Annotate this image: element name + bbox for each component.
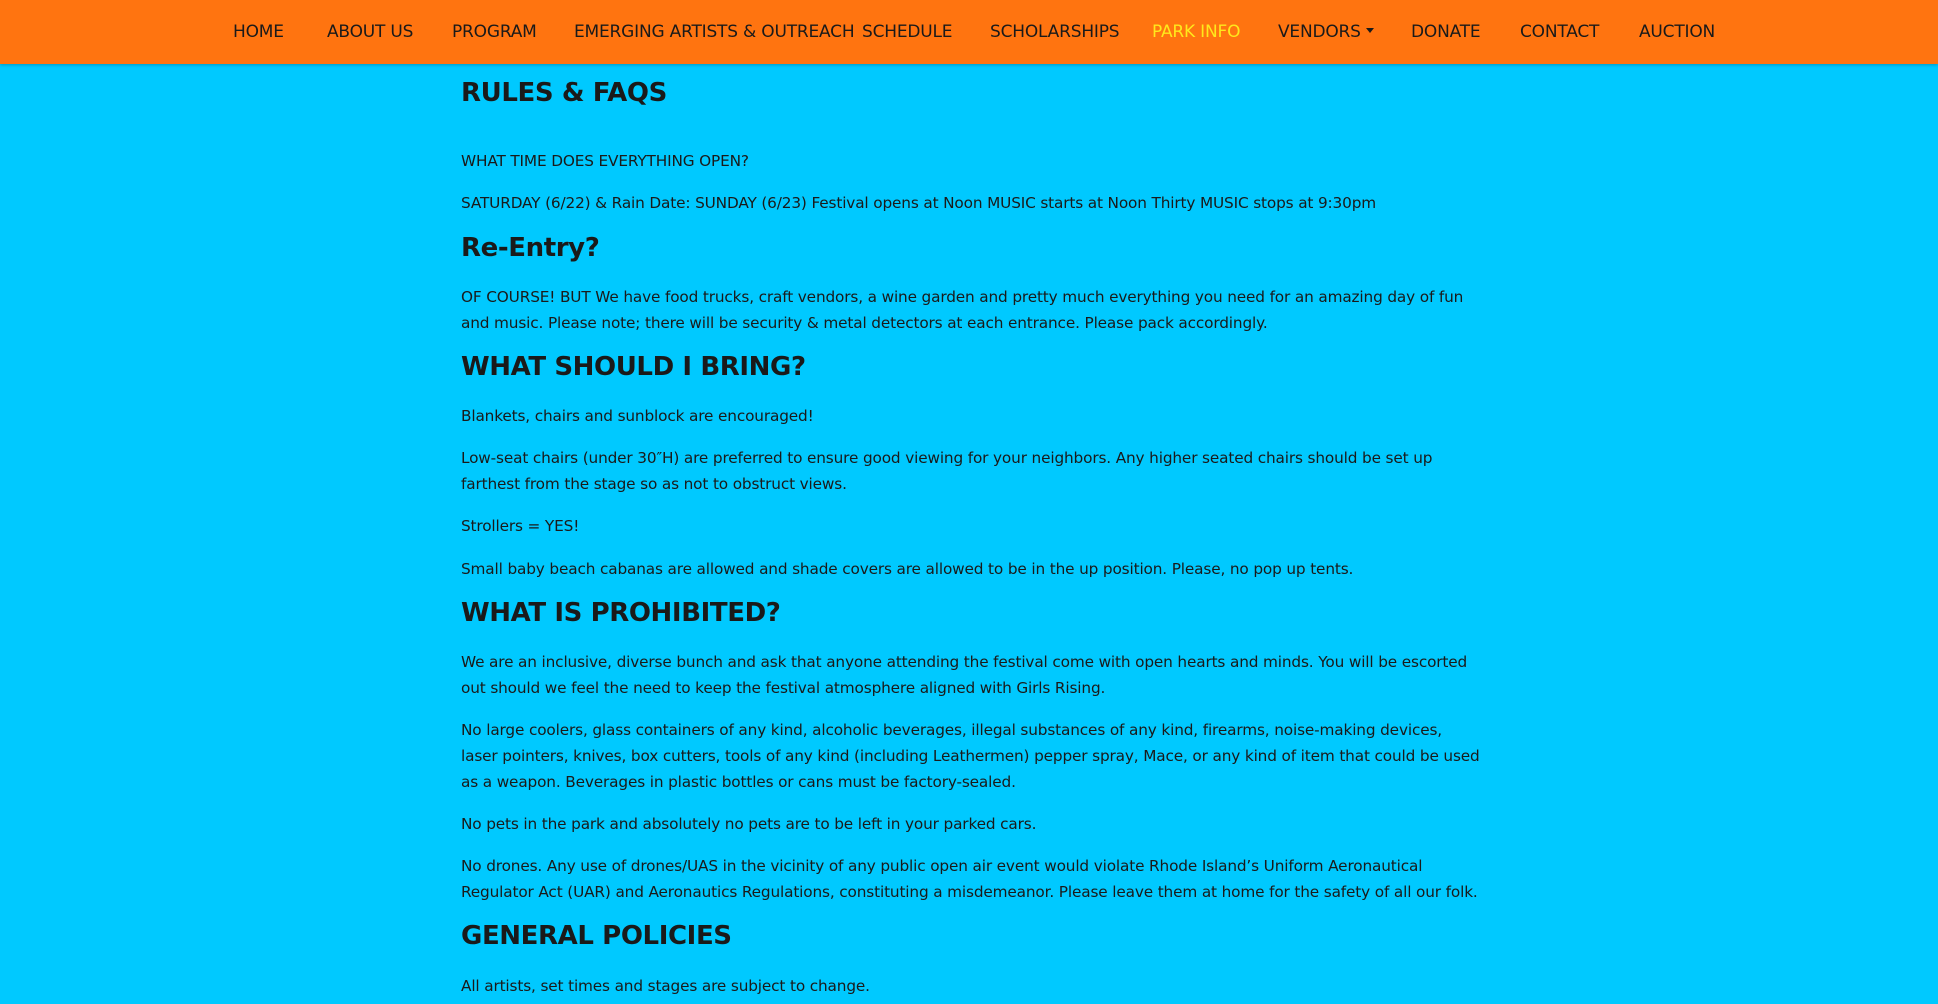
chevron-down-icon — [1366, 28, 1374, 33]
nav-scholarships[interactable]: SCHOLARSHIPS — [990, 22, 1120, 42]
nav-home[interactable]: HOME — [233, 22, 284, 42]
nav-vendors[interactable] — [1278, 21, 1374, 43]
bring-heading: WHAT SHOULD I BRING? — [461, 352, 806, 382]
nav-about-us[interactable]: ABOUT US — [327, 22, 414, 42]
bring-text-2: Low-seat chairs (under 30″H) are preferred to ensure good viewing for your neighbors. Any higher seated chairs should be set up farthest from the stage so as not to obstruct views. — [461, 449, 1433, 493]
nav-donate[interactable]: DONATE — [1411, 22, 1481, 42]
top-navigation-bar — [0, 0, 1938, 64]
nav-program[interactable]: PROGRAM — [452, 22, 537, 42]
prohibited-text-4: No drones. Any use of drones/UAS in the vicinity of any public open air event would violate Rhode Island’s Uniform Aeronautical Regulator Act (UAR) and Aeronautics Regulations, constituting a misdemeanor. Please leave them at home for the safety of all our folk. — [461, 857, 1478, 901]
general-text-1: All artists, set times and stages are subject to change. — [461, 977, 870, 995]
nav-emerging-artists-outreach[interactable]: EMERGING ARTISTS & OUTREACH — [574, 22, 855, 42]
nav-auction[interactable]: AUCTION — [1639, 22, 1716, 42]
reentry-text: OF COURSE! BUT We have food trucks, craft vendors, a wine garden and pretty much everything you need for an amazing day of fun and music. Please note; there will be security & metal detectors at each entrance. Please pack accordingly. — [461, 288, 1464, 332]
bring-text-4: Small baby beach cabanas are allowed and shade covers are allowed to be in the up position. Please, no pop up tents. — [461, 560, 1354, 578]
page-title: RULES & FAQS — [461, 78, 667, 108]
bring-text-3: Strollers = YES! — [461, 517, 580, 535]
prohibited-heading: WHAT IS PROHIBITED? — [461, 598, 781, 628]
nav-park-info[interactable]: PARK INFO — [1152, 22, 1241, 42]
prohibited-text-3: No pets in the park and absolutely no pets are to be left in your parked cars. — [461, 815, 1037, 833]
open-question: WHAT TIME DOES EVERYTHING OPEN? — [461, 152, 749, 170]
prohibited-text-1: We are an inclusive, diverse bunch and ask that anyone attending the festival come with open hearts and minds. You will be escorted out should we feel the need to keep the festival atmosphere aligned with Girls Rising. — [461, 653, 1468, 697]
nav-contact[interactable]: CONTACT — [1520, 22, 1600, 42]
open-answer: SATURDAY (6/22) & Rain Date: SUNDAY (6/23) Festival opens at Noon MUSIC starts at Noon Thirty MUSIC stops at 9:30pm — [461, 194, 1377, 212]
prohibited-text-2: No large coolers, glass containers of any kind, alcoholic beverages, illegal substances of any kind, firearms, noise-making devices, laser pointers, knives, box cutters, tools of any kind (including Leathermen) pepper spray, Mace, or any kind of item that could be used as a weapon. Beverages in plastic bottles or cans must be factory-sealed. — [461, 721, 1480, 791]
nav-vendors-label: VENDORS — [1278, 22, 1361, 42]
reentry-heading: Re-Entry? — [461, 233, 600, 263]
nav-schedule[interactable]: SCHEDULE — [862, 22, 953, 42]
general-heading: GENERAL POLICIES — [461, 921, 732, 951]
bring-text-1: Blankets, chairs and sunblock are encouraged! — [461, 407, 814, 425]
